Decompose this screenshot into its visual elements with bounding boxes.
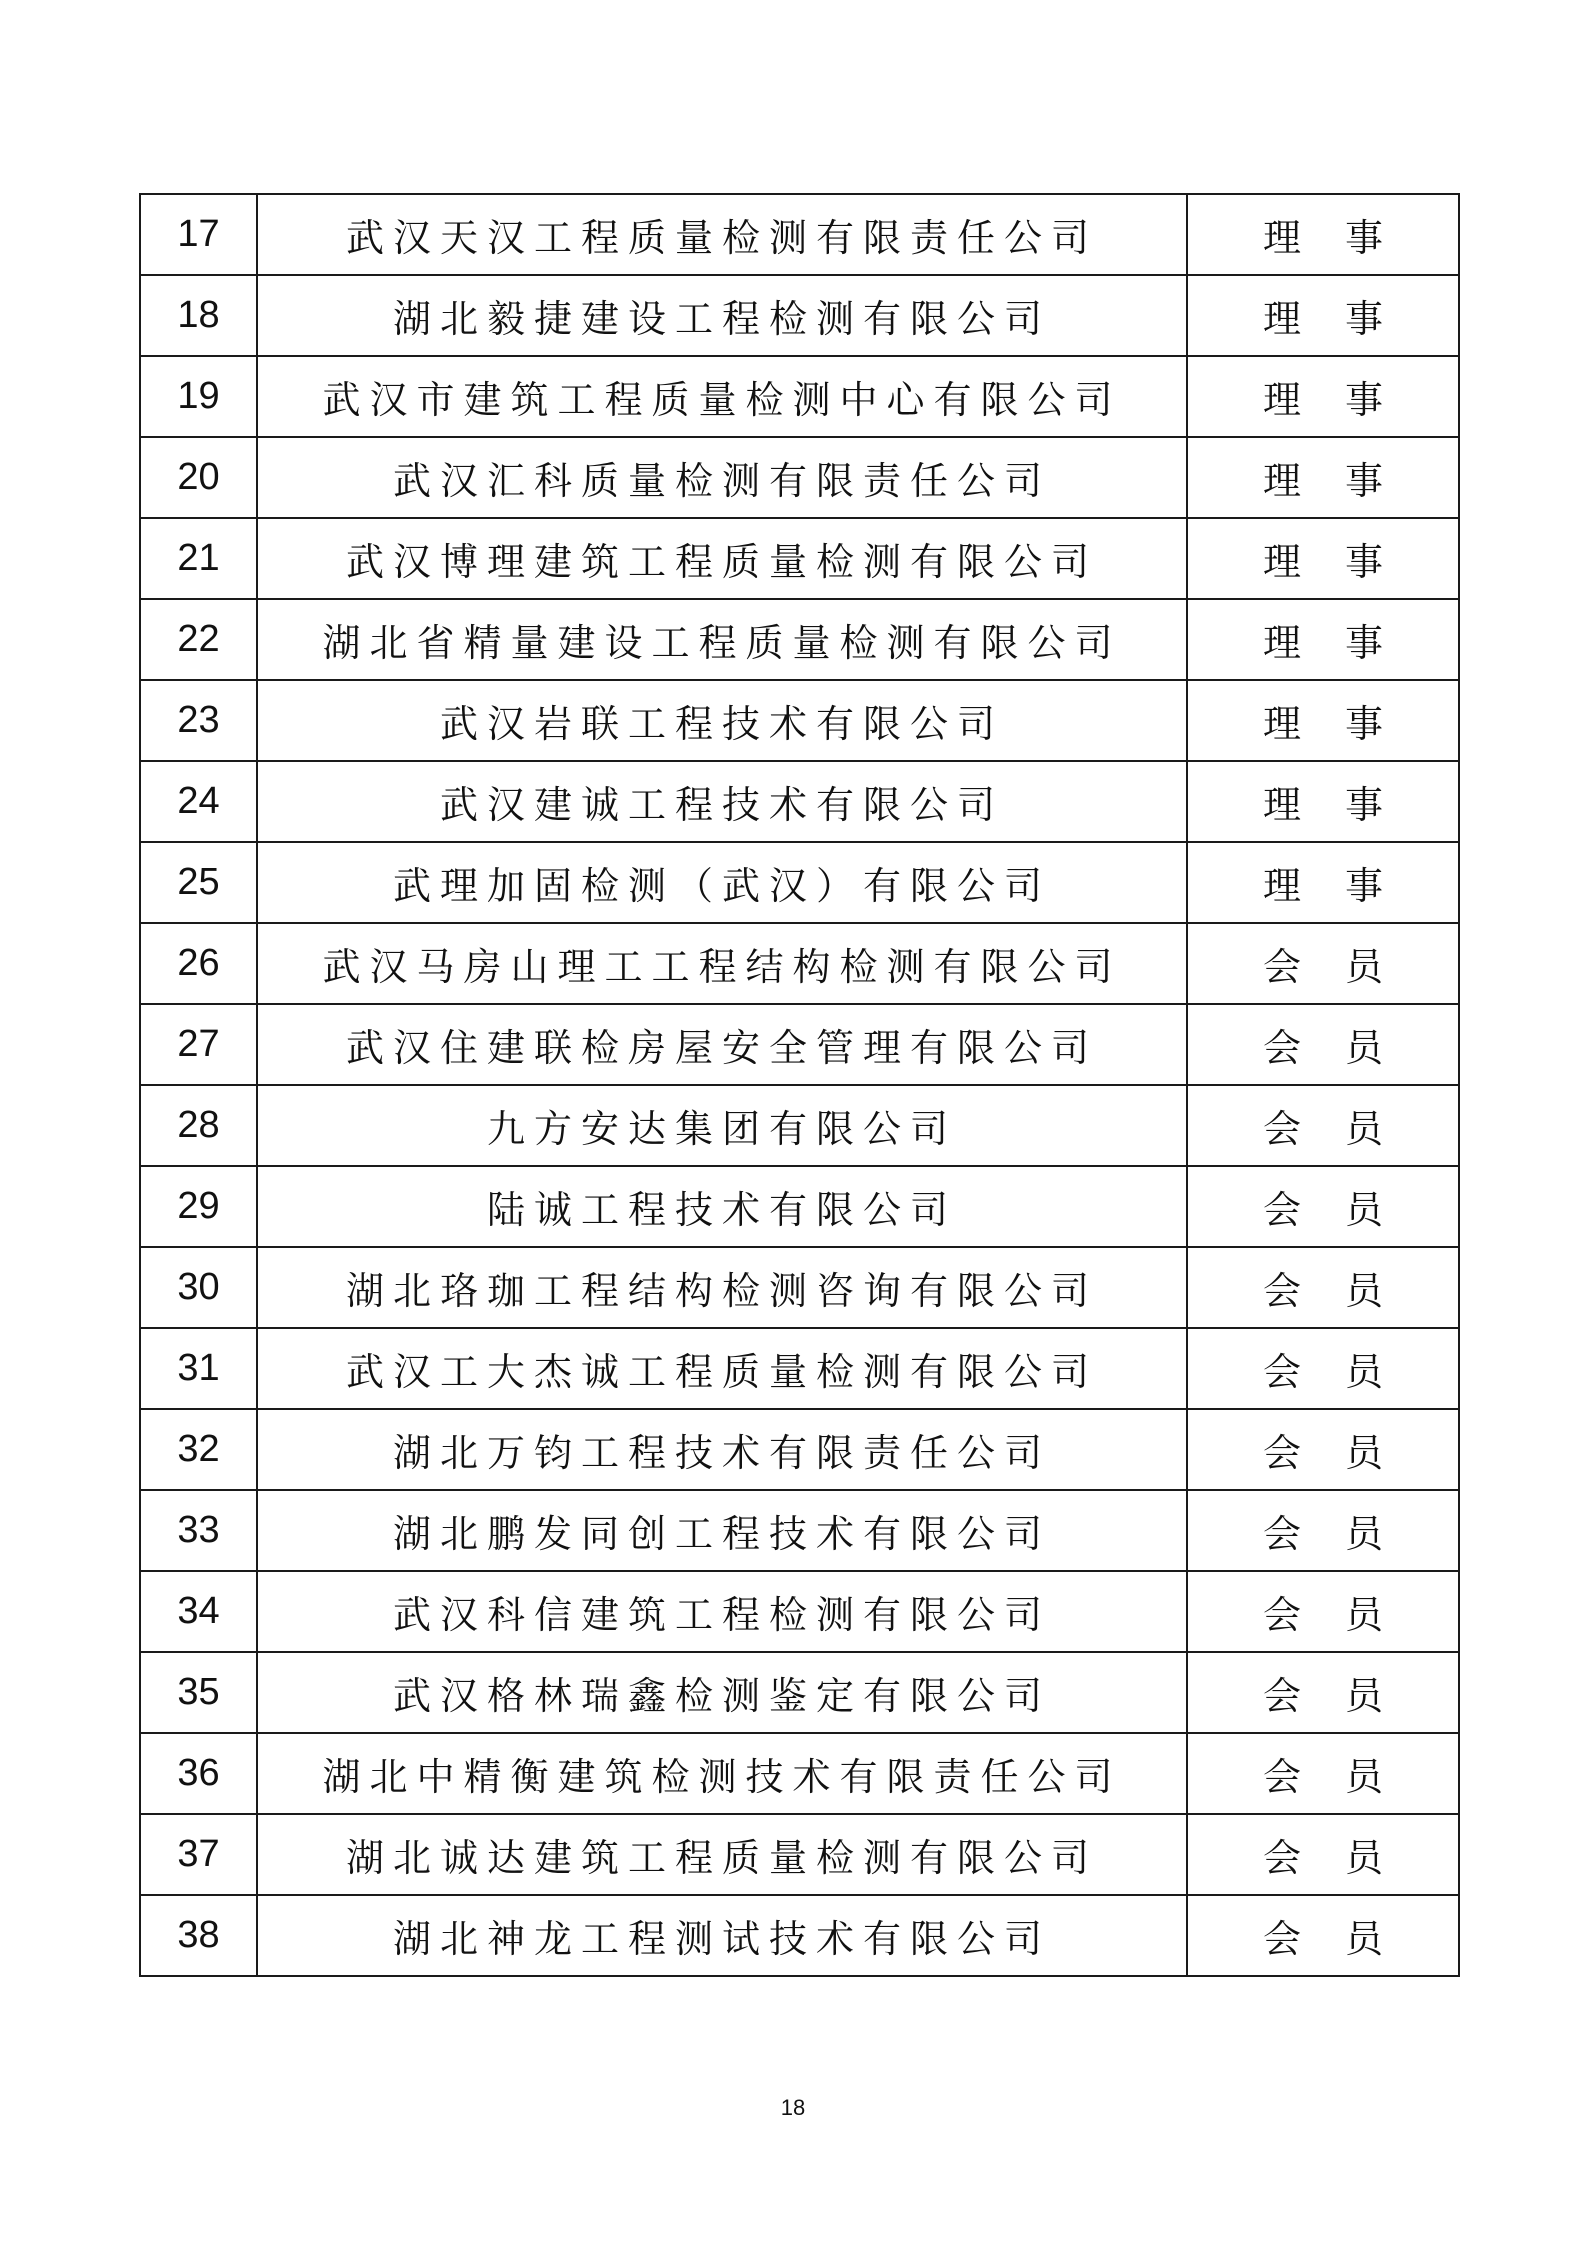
table-row — [140, 1733, 1459, 1814]
row-number: 34 — [140, 1571, 257, 1652]
member-role: 理事 — [1187, 437, 1459, 518]
member-role: 理事 — [1187, 275, 1459, 356]
table-row — [140, 1166, 1459, 1247]
company-name: 武汉马房山理工工程结构检测有限公司 — [257, 923, 1187, 1004]
company-name: 武汉科信建筑工程检测有限公司 — [257, 1571, 1187, 1652]
member-role: 理事 — [1187, 194, 1459, 275]
table-row — [140, 761, 1459, 842]
company-name: 武汉博理建筑工程质量检测有限公司 — [257, 518, 1187, 599]
member-role: 会员 — [1187, 1571, 1459, 1652]
company-name: 武汉岩联工程技术有限公司 — [257, 680, 1187, 761]
table-row — [140, 1652, 1459, 1733]
row-number: 21 — [140, 518, 257, 599]
member-role: 理事 — [1187, 356, 1459, 437]
table-row — [140, 437, 1459, 518]
row-number: 31 — [140, 1328, 257, 1409]
member-role: 会员 — [1187, 1166, 1459, 1247]
row-number: 33 — [140, 1490, 257, 1571]
row-number: 18 — [140, 275, 257, 356]
table-row — [140, 1247, 1459, 1328]
company-name: 湖北神龙工程测试技术有限公司 — [257, 1895, 1187, 1976]
member-table-body — [140, 194, 1459, 1976]
table-row — [140, 599, 1459, 680]
row-number: 36 — [140, 1733, 257, 1814]
table-row — [140, 1328, 1459, 1409]
row-number: 37 — [140, 1814, 257, 1895]
table-row — [140, 1490, 1459, 1571]
row-number: 25 — [140, 842, 257, 923]
table-row — [140, 680, 1459, 761]
company-name: 武汉市建筑工程质量检测中心有限公司 — [257, 356, 1187, 437]
member-role: 会员 — [1187, 1895, 1459, 1976]
company-name: 湖北诚达建筑工程质量检测有限公司 — [257, 1814, 1187, 1895]
table-row — [140, 842, 1459, 923]
table-row — [140, 1895, 1459, 1976]
member-role: 理事 — [1187, 680, 1459, 761]
row-number: 22 — [140, 599, 257, 680]
table-row — [140, 518, 1459, 599]
member-role: 会员 — [1187, 1085, 1459, 1166]
table-row — [140, 1409, 1459, 1490]
row-number: 28 — [140, 1085, 257, 1166]
row-number: 24 — [140, 761, 257, 842]
row-number: 35 — [140, 1652, 257, 1733]
company-name: 湖北万钧工程技术有限责任公司 — [257, 1409, 1187, 1490]
company-name: 湖北毅捷建设工程检测有限公司 — [257, 275, 1187, 356]
member-role: 会员 — [1187, 1247, 1459, 1328]
member-role: 会员 — [1187, 923, 1459, 1004]
company-name: 武汉建诚工程技术有限公司 — [257, 761, 1187, 842]
company-name: 武汉汇科质量检测有限责任公司 — [257, 437, 1187, 518]
member-table — [139, 193, 1460, 1977]
row-number: 32 — [140, 1409, 257, 1490]
table-row — [140, 194, 1459, 275]
member-role: 会员 — [1187, 1652, 1459, 1733]
company-name: 武汉天汉工程质量检测有限责任公司 — [257, 194, 1187, 275]
table-row — [140, 1571, 1459, 1652]
row-number: 30 — [140, 1247, 257, 1328]
member-role: 理事 — [1187, 761, 1459, 842]
member-role: 会员 — [1187, 1490, 1459, 1571]
table-row — [140, 1085, 1459, 1166]
member-role: 会员 — [1187, 1814, 1459, 1895]
member-role: 会员 — [1187, 1733, 1459, 1814]
row-number: 19 — [140, 356, 257, 437]
table-row — [140, 923, 1459, 1004]
row-number: 26 — [140, 923, 257, 1004]
row-number: 23 — [140, 680, 257, 761]
row-number: 17 — [140, 194, 257, 275]
page-number: 18 — [780, 2095, 806, 2120]
row-number: 29 — [140, 1166, 257, 1247]
table-row — [140, 1004, 1459, 1085]
row-number: 38 — [140, 1895, 257, 1976]
member-role: 会员 — [1187, 1004, 1459, 1085]
row-number: 20 — [140, 437, 257, 518]
member-role: 理事 — [1187, 842, 1459, 923]
table-row — [140, 275, 1459, 356]
company-name: 湖北中精衡建筑检测技术有限责任公司 — [257, 1733, 1187, 1814]
table-row — [140, 356, 1459, 437]
member-role: 会员 — [1187, 1409, 1459, 1490]
company-name: 九方安达集团有限公司 — [257, 1085, 1187, 1166]
company-name: 陆诚工程技术有限公司 — [257, 1166, 1187, 1247]
company-name: 湖北省精量建设工程质量检测有限公司 — [257, 599, 1187, 680]
member-role: 理事 — [1187, 599, 1459, 680]
row-number: 27 — [140, 1004, 257, 1085]
company-name: 武汉格林瑞鑫检测鉴定有限公司 — [257, 1652, 1187, 1733]
member-role: 会员 — [1187, 1328, 1459, 1409]
table-row — [140, 1814, 1459, 1895]
company-name: 湖北珞珈工程结构检测咨询有限公司 — [257, 1247, 1187, 1328]
company-name: 武汉工大杰诚工程质量检测有限公司 — [257, 1328, 1187, 1409]
company-name: 武汉住建联检房屋安全管理有限公司 — [257, 1004, 1187, 1085]
company-name: 武理加固检测（武汉）有限公司 — [257, 842, 1187, 923]
member-role: 理事 — [1187, 518, 1459, 599]
company-name: 湖北鹏发同创工程技术有限公司 — [257, 1490, 1187, 1571]
